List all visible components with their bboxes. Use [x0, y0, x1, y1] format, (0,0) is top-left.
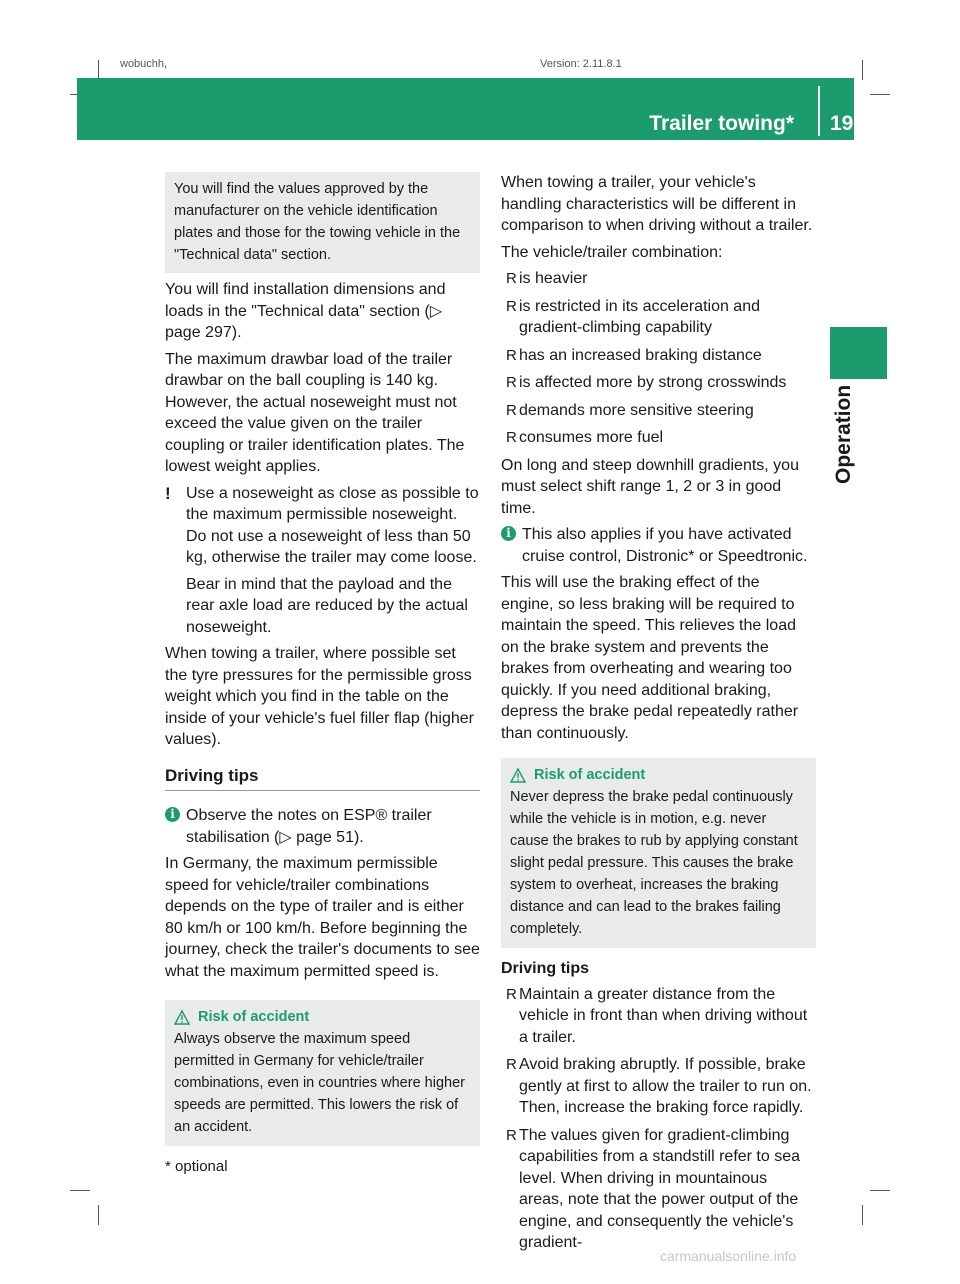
list-item: R consumes more fuel — [501, 427, 816, 449]
warning-text: Always observe the maximum speed permitted in Germany for vehicle/trailer combinations, even in countries where higher speeds are permitted. This lowers the risk of an accident. — [174, 1031, 465, 1135]
info-box: You will find the values approved by the manufacturer on the vehicle identification plates and those for the towing vehicle in the "Technical data" section. — [165, 172, 480, 273]
exclamation-icon: ! — [165, 483, 171, 503]
warning-text: Never depress the brake pedal continuously while the vehicle is in motion, e.g. never cause the brakes to rub by applying constant slight pedal pressure. This causes the brake system to overheat, increases the braking distance and can lead to the brakes failing completely. — [510, 789, 798, 937]
paragraph: When towing a trailer, where possible set the tyre pressures for the permissible gross weight which you find in the table on the inside of your vehicle's fuel filler flap (higher values). — [165, 645, 474, 748]
list-item: R Maintain a greater distance from the vehicle in front than when driving without a trailer. — [501, 984, 816, 1049]
warning-triangle-icon — [510, 768, 526, 783]
page-number: 197 — [830, 112, 866, 135]
bullet-list — [501, 984, 816, 1254]
crop-mark — [862, 60, 863, 80]
subheading: Driving tips — [501, 960, 590, 977]
caution-note-continued — [165, 574, 480, 639]
crop-mark — [870, 94, 890, 95]
warning-heading — [510, 764, 808, 786]
paragraph: On long and steep downhill gradients, you must select shift range 1, 2 or 3 in good time. — [501, 456, 799, 517]
warning-heading — [174, 1006, 472, 1028]
warning-title: Risk of accident — [198, 1009, 310, 1025]
crop-mark — [98, 60, 99, 80]
header-divider — [818, 86, 820, 136]
page-title: Trailer towing* — [649, 112, 794, 135]
list-item: R has an increased braking distance — [501, 345, 816, 367]
info-note — [165, 805, 480, 848]
crop-mark — [862, 1205, 863, 1225]
info-icon: i — [165, 807, 180, 822]
meta-center: Version: 2.11.8.1 — [540, 58, 622, 70]
footnote: * optional — [165, 1158, 228, 1175]
paragraph: This will use the braking effect of the engine, so less braking will be required to maintain the speed. This relieves the load on the brake system and prevents the brakes from overheating and wearing too quickly. If you need additional braking, depress the brake pedal repeatedly rather than continuously. — [501, 574, 799, 742]
caution-text: Use a noseweight as close as possible to the maximum permissible noseweight. Do not use a noseweight of less than 50 kg, otherwise the trailer may come loose. — [186, 484, 479, 566]
meta-left: wobuchh, — [120, 58, 168, 70]
warning-box — [501, 758, 816, 948]
caution-text: Bear in mind that the payload and the rear axle load are reduced by the actual noseweight. — [186, 575, 468, 636]
list-item: R demands more sensitive steering — [501, 400, 816, 422]
list-item: R is restricted in its acceleration and gradient-climbing capability — [501, 296, 816, 339]
warning-box — [165, 1000, 480, 1146]
info-icon: i — [501, 526, 516, 541]
info-note-text: This also applies if you have activated cruise control, Distronic* or Speedtronic. — [522, 526, 808, 565]
list-item: R Avoid braking abruptly. If possible, brake gently at first to allow the trailer to run on. Then, increase the braking force rapidly. — [501, 1054, 816, 1119]
paragraph: The vehicle/trailer combination: — [501, 243, 723, 261]
paragraph: You will find installation dimensions and loads in the "Technical data" section (▷ page 297). — [165, 281, 446, 341]
list-item: R is heavier — [501, 268, 816, 290]
right-column — [501, 172, 816, 1260]
paragraph: In Germany, the maximum permissible speed for vehicle/trailer combinations depends on the type of trailer and is either 80 km/h or 100 km/h. Before beginning the journey, check the trailer's documents to see what the maximum permitted speed is. — [165, 855, 480, 980]
side-tab-label: Operation — [832, 384, 855, 484]
left-column — [165, 172, 480, 1156]
caution-note — [165, 483, 480, 569]
side-tab-marker — [830, 327, 887, 379]
crop-mark — [98, 1205, 99, 1225]
bullet-list — [501, 268, 816, 449]
list-item: R is affected more by strong crosswinds — [501, 372, 816, 394]
watermark: carmanualsonline.info — [660, 1248, 797, 1264]
section-heading: Driving tips — [165, 765, 480, 792]
crop-mark — [70, 1190, 90, 1191]
paragraph: When towing a trailer, your vehicle's handling characteristics will be different in comparison to when driving without a trailer. — [501, 174, 813, 234]
info-note-text: Observe the notes on ESP® trailer stabilisation (▷ page 51). — [186, 807, 432, 846]
warning-title: Risk of accident — [534, 767, 646, 783]
info-note — [501, 524, 816, 567]
warning-triangle-icon — [174, 1010, 190, 1025]
list-item: R The values given for gradient-climbing capabilities from a standstill refer to sea level. When driving in mountainous areas, note that the power output of the engine, and consequently the vehicle's gradient- — [501, 1125, 816, 1254]
paragraph: The maximum drawbar load of the trailer drawbar on the ball coupling is 140 kg. However, the actual noseweight must not exceed the value given on the trailer coupling or trailer identification plates. The lowest weight applies. — [165, 350, 465, 475]
crop-mark — [870, 1190, 890, 1191]
